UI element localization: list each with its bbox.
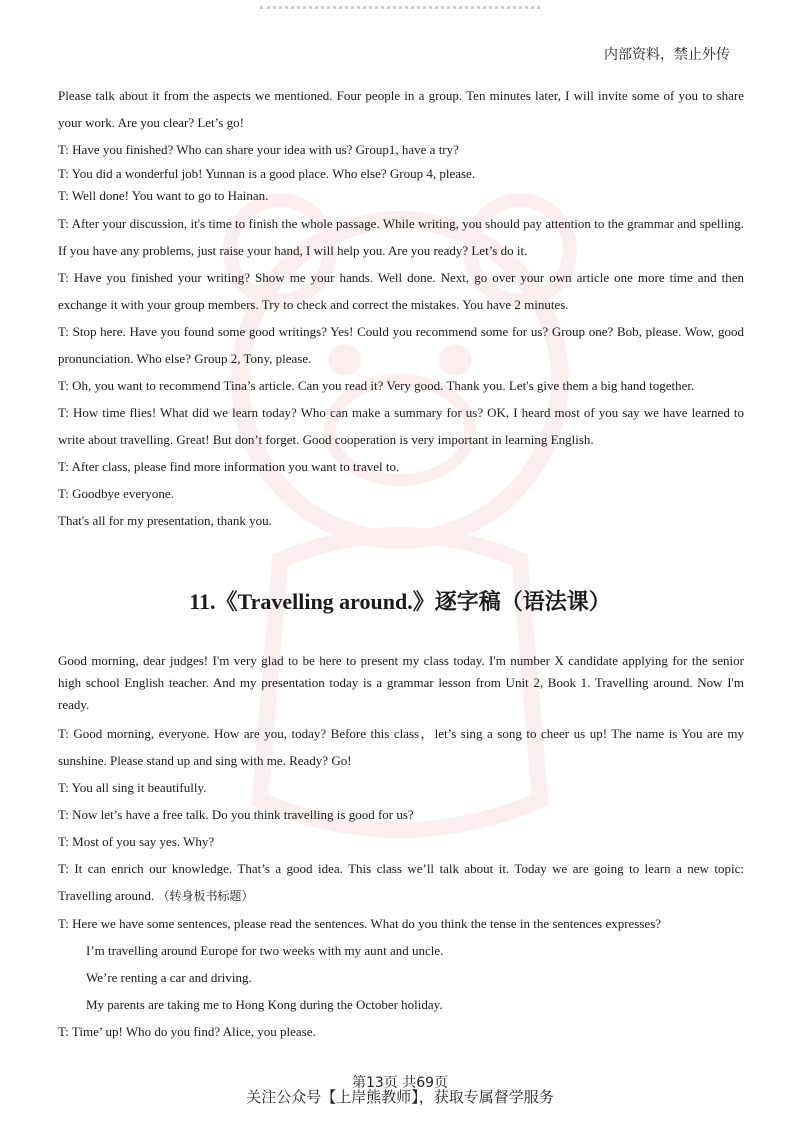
- paragraph: T: Stop here. Have you found some good writings? Yes! Could you recommend some for us? Group one? Bob, please. Wow, good pronunciation. Who else? Group 2, Tony, please.: [58, 324, 744, 366]
- paragraph: T: Goodbye everyone.: [58, 486, 174, 501]
- paragraph: T: You did a wonderful job! Yunnan is a good place. Who else? Group 4, please.: [58, 166, 476, 181]
- paragraph: T: You all sing it beautifully.: [58, 780, 207, 795]
- transcript-lower: [58, 650, 744, 1045]
- top-edge-artifact: [260, 6, 540, 19]
- section-open-quote: 《: [215, 590, 238, 615]
- board-note: （转身板书标题）: [157, 889, 254, 903]
- paragraph: T: Have you finished your writing? Show me your hands. Well done. Next, go over your own article one more time and then exchange it with your group members. Try to check and correct the mistakes. You have 2 minutes.: [58, 270, 744, 312]
- section-subtitle: 逐字稿（语法课）: [434, 590, 611, 615]
- topic-paragraph: [58, 855, 744, 910]
- intro-paragraph: Good morning, dear judges! I'm very glad to be here to present my class today. I'm number X candidate applying for the senior high school English teacher. And my presentation today is a grammar lesson from Unit 2, Book 1. Travelling around. Now I'm ready.: [58, 653, 744, 712]
- topic-text: T: It can enrich our knowledge. That’s a good idea. This class we’ll talk about it. Today we are going to learn a new topic: Travelling around.: [58, 861, 744, 903]
- example-sentence: My parents are taking me to Hong Kong during the October holiday.: [86, 997, 443, 1012]
- tense-question: T: Here we have some sentences, please read the sentences. What do you think the tense in the sentences expresses?: [58, 916, 662, 931]
- page-number: 第13页 共69页: [351, 1075, 449, 1091]
- transcript-upper: [58, 82, 744, 534]
- paragraph: T: Well done! You want to go to Hainan.: [58, 188, 269, 203]
- paragraph: T: Have you finished? Who can share your idea with us? Group1, have a try?: [58, 142, 459, 157]
- paragraph: T: Good morning, everyone. How are you, today? Before this class，let’s sing a song to cheer us up! The name is You are my sunshine. Please stand up and sing with me. Ready? Go!: [58, 726, 744, 768]
- section-number: 11.: [189, 589, 216, 614]
- paragraph: T: Most of you say yes. Why?: [58, 834, 215, 849]
- closing-line: T: Time’ up! Who do you find? Alice, you please.: [58, 1024, 316, 1039]
- paragraph: T: After class, please find more information you want to travel to.: [58, 459, 400, 474]
- section-title-text: Travelling around.: [237, 589, 413, 614]
- section-close-quote: 》: [412, 590, 435, 615]
- paragraph: Please talk about it from the aspects we mentioned. Four people in a group. Ten minutes later, I will invite some of you to share your work. Are you clear? Let’s go!: [58, 88, 744, 130]
- footer-promo: 关注公众号【上岸熊教师】，获取专属督学服务: [246, 1088, 554, 1106]
- example-sentence: I’m travelling around Europe for two weeks with my aunt and uncle.: [86, 943, 444, 958]
- example-sentence: We’re renting a car and driving.: [86, 970, 252, 985]
- confidential-header: 内部资料，禁止外传: [604, 47, 730, 63]
- paragraph: T: How time flies! What did we learn today? Who can make a summary for us? OK, I heard most of you say we have learned to write about travelling. Great! But don’t forget. Good cooperation is very important in learning English.: [58, 405, 744, 447]
- paragraph: T: After your discussion, it's time to finish the whole passage. While writing, you should pay attention to the grammar and spelling. If you have any problems, just raise your hand, I will help you. Are you ready? Let’s do it.: [58, 216, 744, 258]
- section-title: [0, 586, 800, 619]
- paragraph: T: Now let’s have a free talk. Do you think travelling is good for us?: [58, 807, 414, 822]
- paragraph: That's all for my presentation, thank you.: [58, 513, 272, 528]
- paragraph: T: Oh, you want to recommend Tina’s article. Can you read it? Very good. Thank you. Let's give them a big hand together.: [58, 378, 695, 393]
